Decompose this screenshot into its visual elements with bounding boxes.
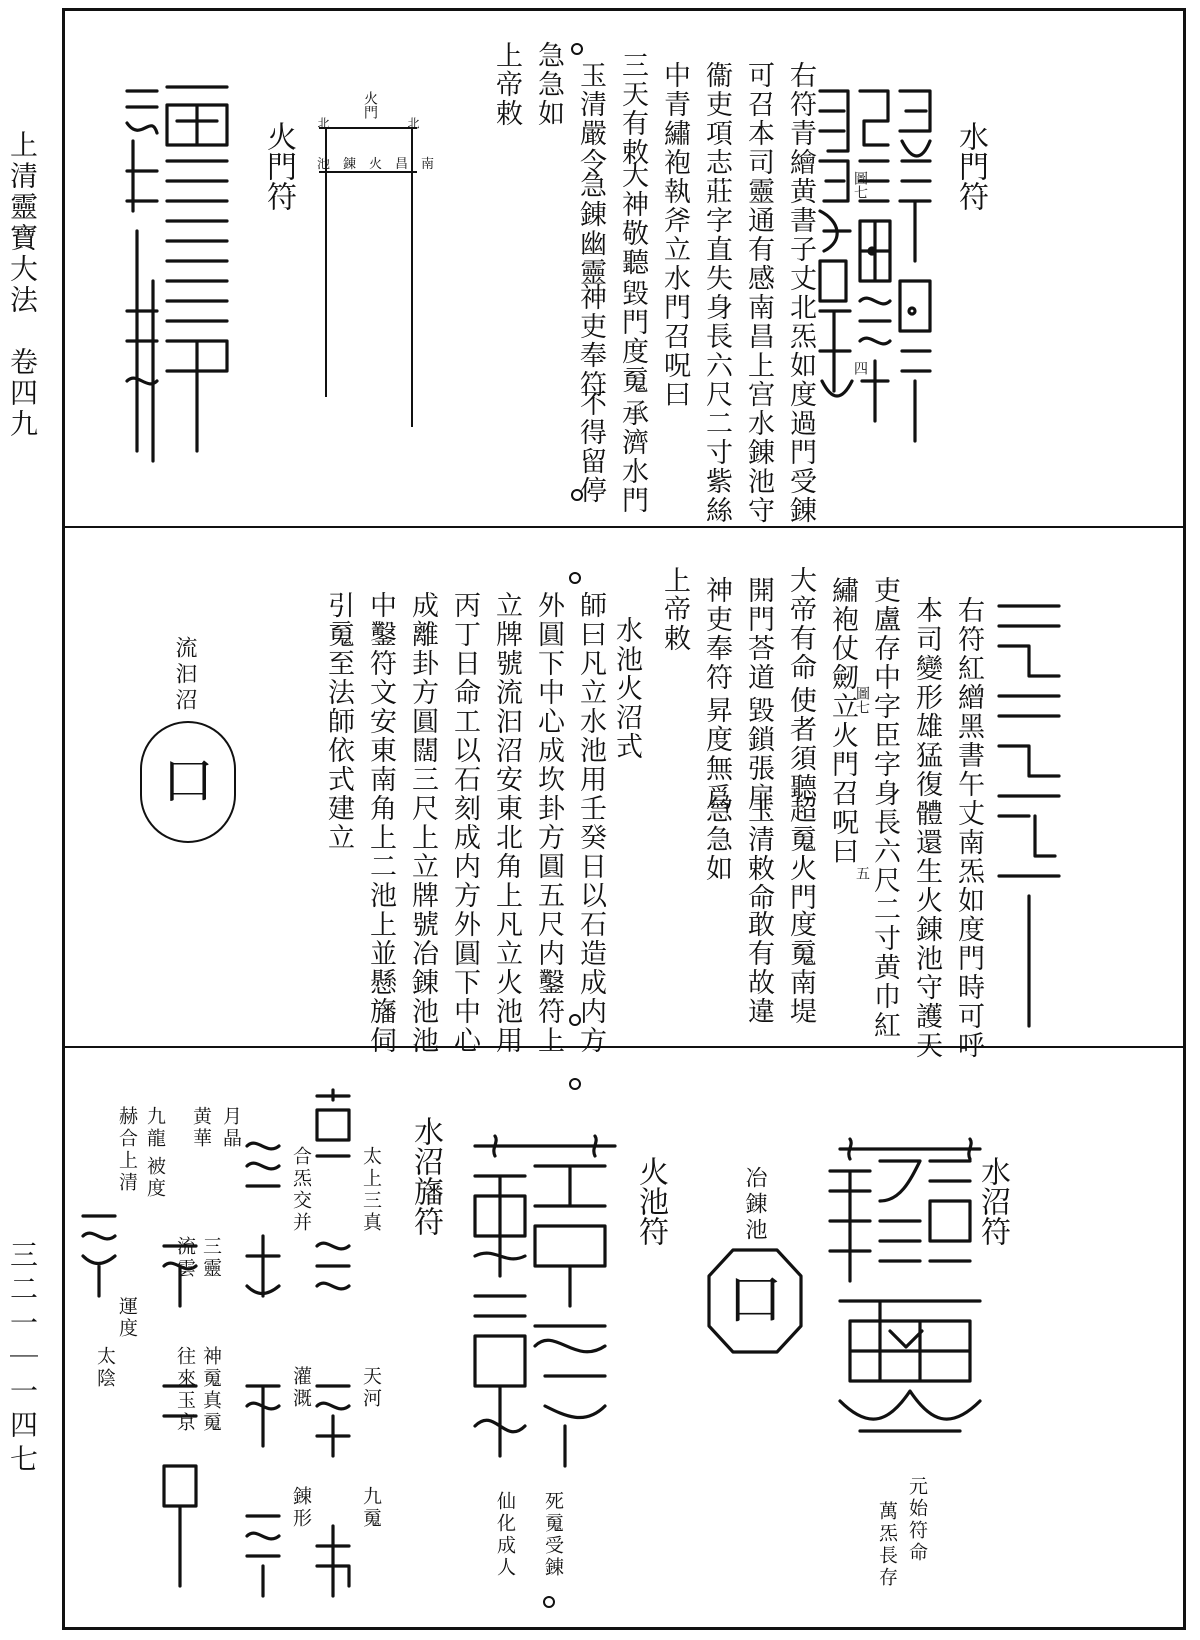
incantation-line: 急急如 — [533, 41, 564, 128]
pool-label: 流汩沼 — [172, 636, 197, 714]
incantation-line: 不得留停 — [575, 389, 606, 505]
pool-square-glyph: 口 — [161, 752, 214, 812]
fire-gate-label: 火門符 — [261, 121, 296, 211]
banner-text: 太上三真 — [360, 1146, 382, 1234]
water-gate-label: 水門符 — [953, 121, 988, 211]
page-number: 三二一｜一四七 — [6, 1240, 39, 1478]
circle-mark — [569, 1078, 581, 1090]
fire-note: 死䰟受錬 — [542, 1491, 564, 1579]
fire-pool-label-side: 火池符 — [633, 1156, 668, 1246]
incantation-line: 使者須聽 — [785, 686, 816, 802]
incantation-line: 昇度無爲 — [701, 696, 732, 812]
body-column: 引䰟至法師依式建立 — [323, 591, 354, 852]
incantation-line: 敢有故違 — [743, 910, 774, 1026]
fire-pool-square-glyph: 口 — [727, 1268, 783, 1333]
fire-pool-talisman — [465, 1126, 625, 1486]
incantation-line: 上帝敕 — [659, 566, 690, 653]
incantation-line: 大帝有命 — [785, 566, 816, 682]
text-column: 右符紅繒黑書午丈南炁如度門時可呼 — [953, 596, 984, 1060]
text-column: 中青繡袍執斧立水門召呪曰 — [659, 61, 690, 409]
banner-text: 灌溉 — [290, 1366, 312, 1410]
banner-text: 赫合上清 — [116, 1106, 138, 1194]
page-frame — [62, 8, 1186, 1630]
incantation-line: 超䰟火門 — [785, 796, 816, 912]
seal-note: 萬炁長存 — [876, 1501, 898, 1589]
incantation-line: 神吏奉符 — [575, 283, 606, 399]
banner-text: 運度 — [116, 1296, 138, 1340]
text-column: 繡袍仗劒立火門召呪曰 — [827, 576, 858, 866]
fire-pool-label: 冶錬池 — [742, 1166, 767, 1244]
banner-text: 錬形 — [290, 1486, 312, 1530]
water-pool-diagram — [140, 721, 236, 843]
banner-text: 月晶 — [220, 1106, 242, 1150]
gate-tab-right: 北 — [406, 117, 420, 129]
banner-text: 天河 — [360, 1366, 382, 1410]
banner-text: 合炁交并 — [290, 1146, 312, 1234]
water-gate-talisman — [810, 81, 950, 461]
seal-note: 元始符命 — [906, 1476, 928, 1564]
section-title: 水池火沼式 — [611, 616, 642, 761]
incantation-line: 度䰟南堤 — [785, 910, 816, 1026]
body-column: 師曰凡立水池用壬癸日以石造成内方 — [575, 591, 606, 1055]
bottom-panel — [65, 1046, 1183, 1631]
incantation-line: 承濟水門 — [617, 399, 648, 515]
text-column: 本司變形雄猛復體還生火錬池守護天 — [911, 596, 942, 1060]
incantation-line: 急急如 — [701, 796, 732, 883]
text-column: 右符青繪黄書子丈北炁如度過門受錬 — [785, 61, 816, 525]
banner-text: 流雲 — [174, 1236, 196, 1280]
figure-note: 圖七 — [852, 171, 868, 199]
water-pond-label: 水沼符 — [975, 1156, 1010, 1246]
incantation-line: 急錬幽靈 — [575, 171, 606, 287]
incantation-line: 玉清敕命 — [743, 796, 774, 912]
fire-gate-talisman-sketch — [995, 596, 1075, 1036]
banner-text: 九䰟 — [360, 1486, 382, 1530]
text-column: 可召本司靈通有感南昌上宫水錬池守 — [743, 61, 774, 525]
incantation-line: 玉清嚴令 — [575, 61, 606, 177]
gate-diagram — [316, 91, 435, 411]
top-panel — [65, 11, 1183, 526]
banner-text: 神䰟真䰟 — [200, 1346, 222, 1434]
fire-gate-talisman — [123, 81, 243, 471]
incantation-line: 神吏奉符 — [701, 576, 732, 692]
circle-mark — [569, 572, 581, 584]
middle-panel — [65, 526, 1183, 1060]
figure-note-four: 四 — [852, 361, 868, 375]
book-title: 上清靈寶大法 卷四九 — [6, 130, 39, 440]
text-column: 吏盧存中字臣字身長六尺二寸黄巾紅 — [869, 576, 900, 1040]
incantation-line: 毀門度䰟 — [617, 279, 648, 395]
banner-text: 被度 — [144, 1156, 166, 1200]
body-column: 外圓下中心成坎卦方圓五尺内鑿符上 — [533, 591, 564, 1055]
figure-note: 圖七 — [854, 686, 870, 714]
banner-text: 太陰 — [94, 1346, 116, 1390]
banner-text: 黄華 — [190, 1106, 212, 1150]
gate-tab-left: 北 — [316, 117, 330, 129]
banner-glyph — [313, 1086, 353, 1606]
gate-row-labels: 池 錬 火 昌 南 — [317, 157, 435, 172]
circle-mark — [543, 1596, 555, 1608]
body-column: 成離卦方圓闊三尺上立牌號冶錬池池 — [407, 591, 438, 1055]
gate-diagram-title: 火門 — [362, 91, 378, 119]
water-pond-talisman — [820, 1131, 1000, 1461]
incantation-line: 三天有敕 — [617, 51, 648, 167]
banner-glyph — [243, 1086, 283, 1606]
body-column: 立牌號流汩沼安東北角上凡立火池用 — [491, 591, 522, 1055]
incantation-line: 大神敬聽 — [617, 161, 648, 277]
banner-glyph — [79, 1206, 119, 1306]
figure-note-five: 五 — [854, 866, 870, 880]
fire-note: 仙化成人 — [494, 1491, 516, 1579]
banner-glyph — [160, 1086, 200, 1606]
incantation-line: 上帝敕 — [491, 41, 522, 128]
banner-text: 九龍 — [144, 1106, 166, 1150]
incantation-line: 開門荅道 — [743, 576, 774, 692]
body-column: 中鑿符文安東南角上二池上並懸旛伺 — [365, 591, 396, 1055]
banner-text: 往來玉京 — [174, 1346, 196, 1434]
banner-label: 水沼旛符 — [408, 1116, 443, 1236]
banner-text: 三靈 — [200, 1236, 222, 1280]
body-column: 丙丁日命工以石刻成内方外圓下中心 — [449, 591, 480, 1055]
text-column: 衞吏項志莊字直失身長六尺二寸紫絲 — [701, 61, 732, 525]
incantation-line: 毀鎖張扉 — [743, 696, 774, 812]
circle-mark — [571, 43, 583, 55]
